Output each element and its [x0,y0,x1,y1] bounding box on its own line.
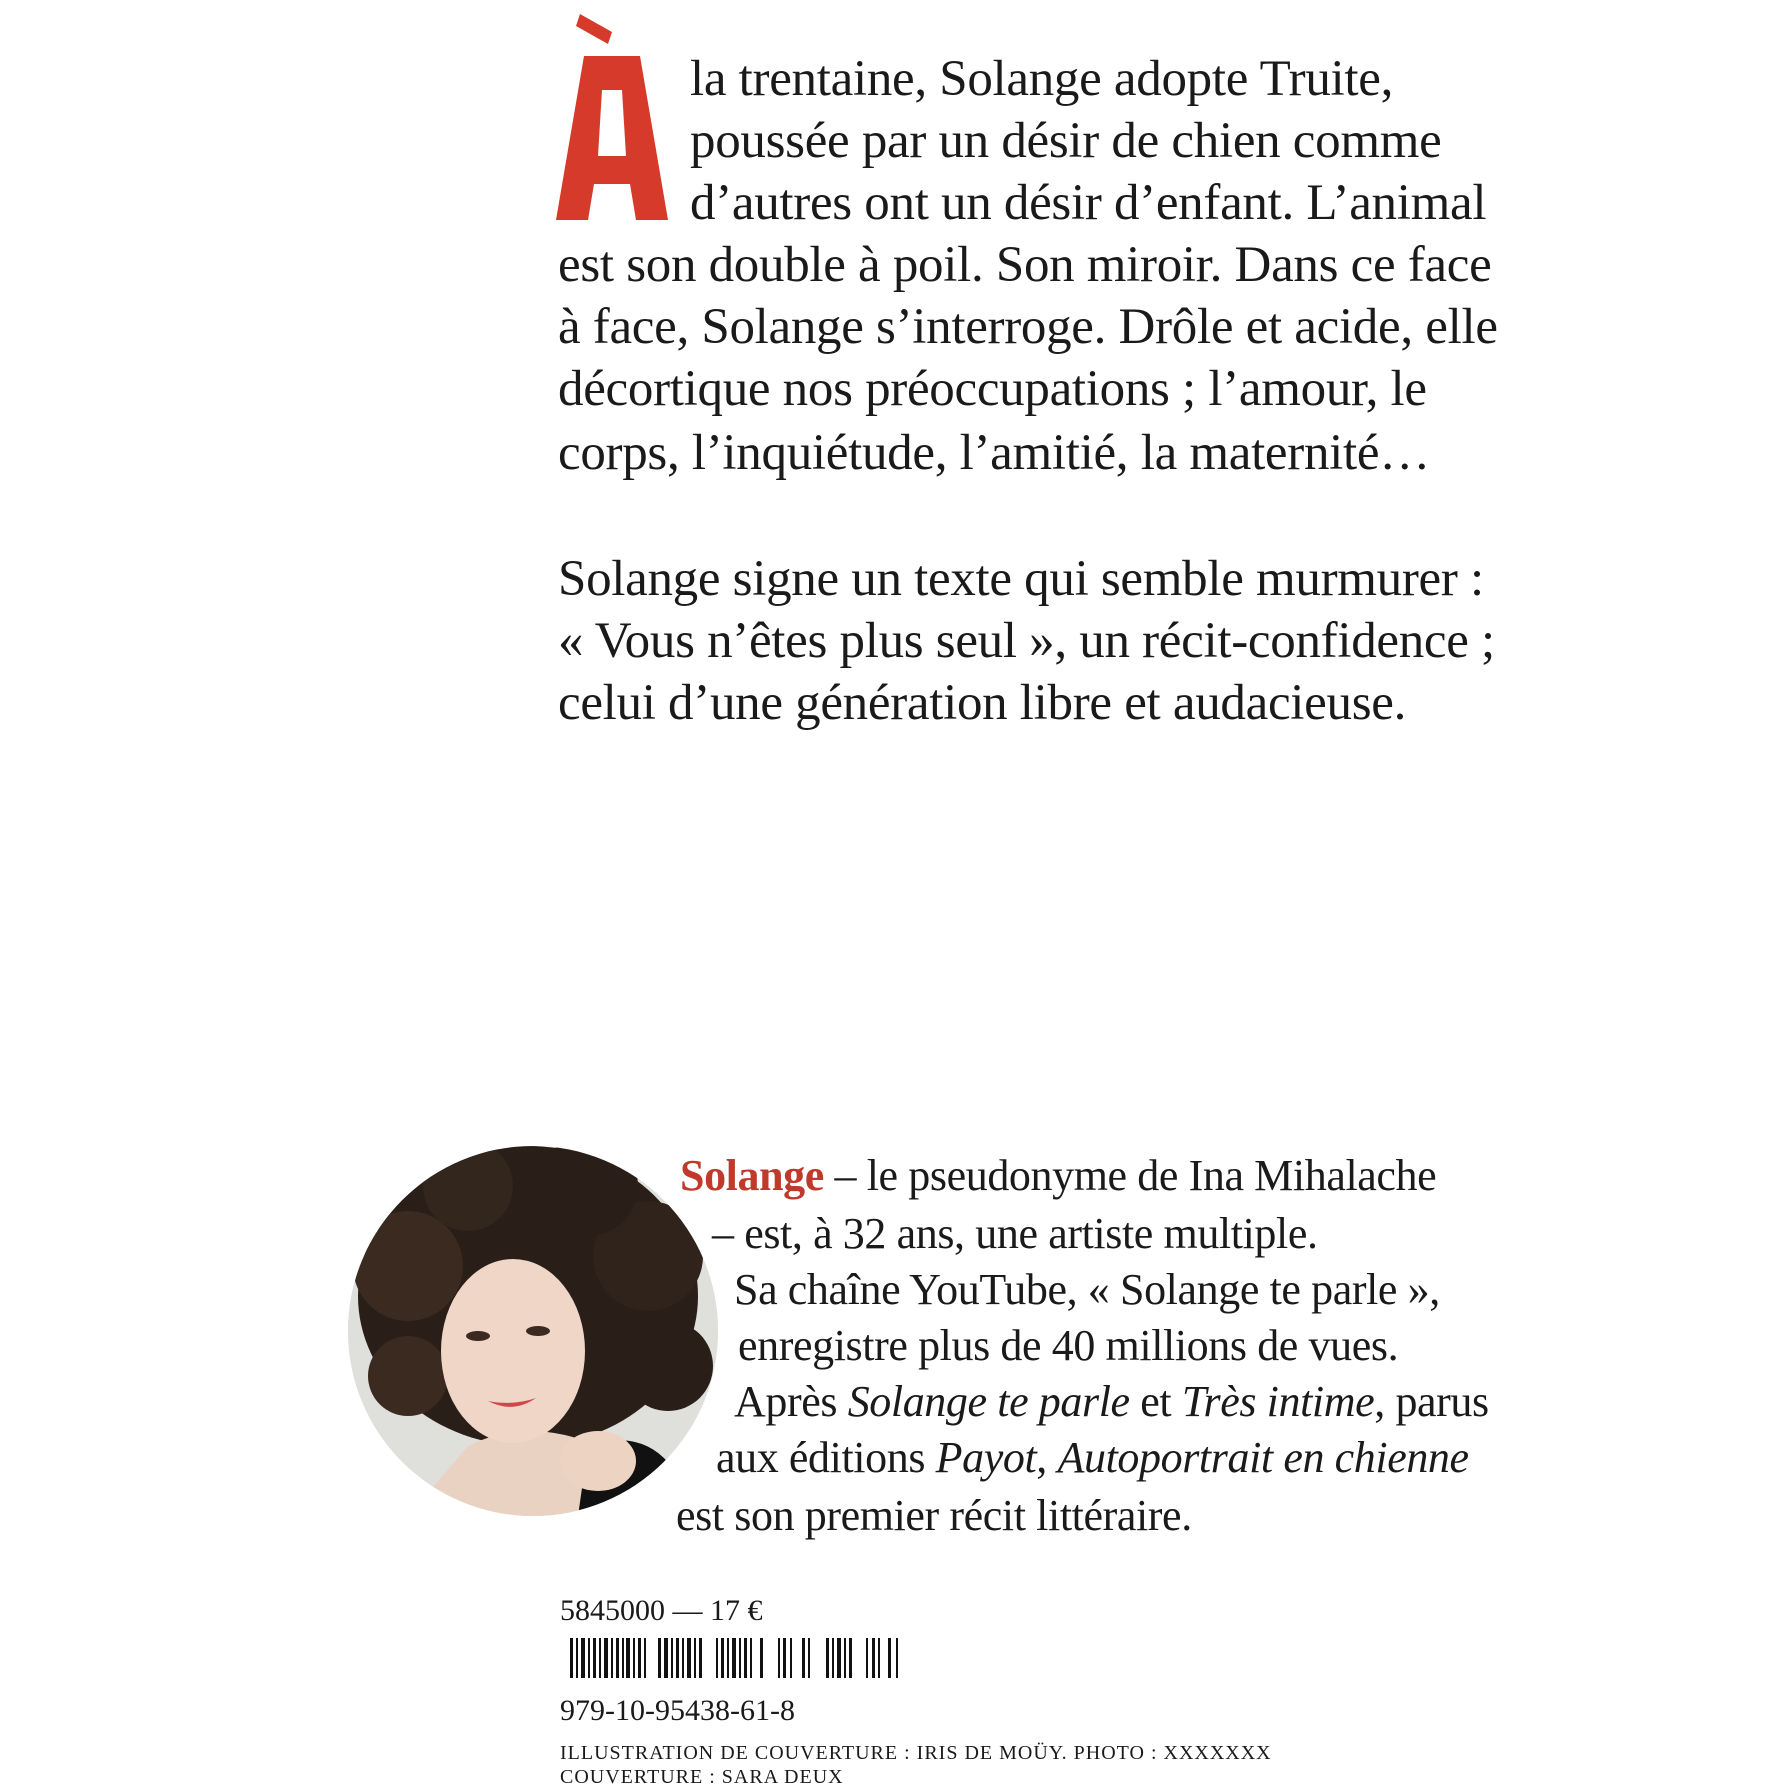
blurb-line-3: d’autres ont un désir d’enfant. L’animal [690,175,1487,231]
credit-line-2: COUVERTURE : SARA DEUX [560,1766,844,1788]
book-title-solange-te-parle: Solange te parle [847,1377,1130,1426]
price-line: 5845000 — 17 € [560,1594,763,1627]
blurb-p2-line-2: « Vous n’êtes plus seul », un récit-confidence ; [558,613,1495,669]
bio-line-5 [734,1377,1489,1426]
author-photo-illustration [348,1146,718,1516]
bio-line-6-c: , [1036,1433,1058,1482]
book-title-tres-intime: Très intime [1181,1377,1375,1426]
blurb-line-2: poussée par un désir de chien comme [690,113,1442,169]
author-portrait [348,1146,718,1516]
bio-line-6 [716,1433,1469,1482]
bio-line-5-e: , parus [1374,1377,1489,1426]
blurb-p2-line-1: Solange signe un texte qui semble murmurer : [558,551,1484,607]
bio-line-7: est son premier récit littéraire. [676,1491,1192,1540]
barcode [568,1638,908,1678]
blurb-p2-line-3: celui d’une génération libre et audacieuse. [558,675,1407,731]
blurb-line-7: corps, l’inquiétude, l’amitié, la maternité… [558,425,1430,481]
book-title-autoportrait: Autoportrait en chienne [1057,1433,1469,1482]
bio-line-6-a: aux éditions [716,1433,936,1482]
isbn-number: 979-10-95438-61-8 [560,1694,795,1727]
bio-line-1-text: – le pseudonyme de Ina Mihalache [823,1151,1437,1200]
blurb-line-6: décortique nos préoccupations ; l’amour, le [558,361,1427,417]
publisher-name: Payot [935,1433,1037,1482]
bio-line-2: – est, à 32 ans, une artiste multiple. [712,1209,1318,1258]
credit-line-1: ILLUSTRATION DE COUVERTURE : IRIS DE MOÜY. PHOTO : XXXXXXX [560,1742,1272,1764]
bio-line-5-c: et [1129,1377,1182,1426]
bio-line-1 [680,1151,1437,1200]
blurb-line-5: à face, Solange s’interroge. Drôle et acide, elle [558,299,1498,355]
author-name: Solange [680,1151,824,1200]
bio-line-3: Sa chaîne YouTube, « Solange te parle », [734,1265,1440,1314]
blurb-line-1: la trentaine, Solange adopte Truite, [690,51,1394,107]
blurb-line-4: est son double à poil. Son miroir. Dans ce face [558,237,1492,293]
bio-line-4: enregistre plus de 40 millions de vues. [738,1321,1399,1370]
bio-line-5-a: Après [734,1377,848,1426]
drop-cap-letter [556,12,668,220]
